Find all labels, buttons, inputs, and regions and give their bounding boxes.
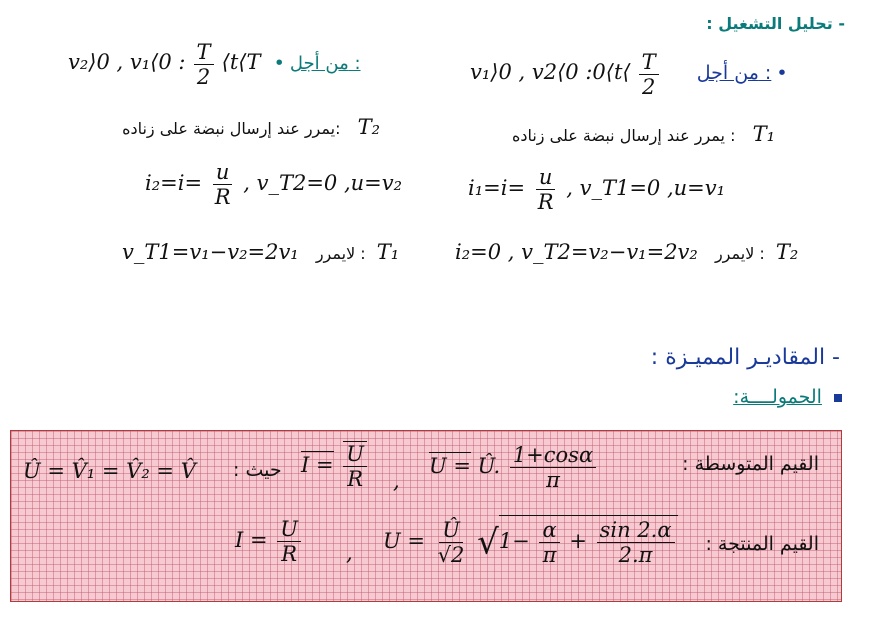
avg-label: القيم المتوسطة : xyxy=(682,453,819,475)
case2-cond-frac: $\frac{T}{2}$ xyxy=(194,40,214,89)
case2-cond-math-a: v₂⟩0 , v₁⟨0 : xyxy=(68,50,186,75)
avg-U-eq: U = Û. $\frac{1+\cos\alpha}{\pi}$ xyxy=(429,443,599,492)
case2-thyristor-on xyxy=(122,115,380,139)
case1-thyristor-off xyxy=(455,240,798,264)
bullet-icon: • xyxy=(273,52,285,75)
case2-condition xyxy=(68,40,361,95)
comma-separator: , xyxy=(393,469,400,493)
case1-off-math: i₂=0 , v_T2=v₂−v₁=2v₂ xyxy=(455,240,698,264)
case1-cond-label: من أجل : xyxy=(696,62,772,85)
load-label: الحمولــــة: xyxy=(733,386,822,408)
case2-cond-math-b: ⟨t⟨T xyxy=(221,50,261,75)
case1-cond-math: v₁⟩0 , v2⟨0 :0⟨t⟨ xyxy=(470,60,631,85)
case1-thyristor-on xyxy=(512,122,775,146)
formula-box xyxy=(10,430,842,602)
case1-off-name: T₂ xyxy=(775,240,799,264)
case2-thyristor-off xyxy=(122,240,399,264)
where-label: حيث : xyxy=(233,459,282,481)
case2-off-text: لايمرر : xyxy=(315,244,366,263)
case2-current-eq: i₂=i= $\frac{u}{R}$ , v_T2=0 ,u=v₂ xyxy=(145,160,403,210)
case2-thyristor-text: :يمرر عند إرسال نبضة على زناده xyxy=(122,119,341,138)
section-title-analysis: - تحليل التشغيل : xyxy=(706,14,845,33)
case1-condition xyxy=(470,50,788,105)
avg-I-eq: I = $\frac{U}{R}$ xyxy=(301,441,370,491)
rms-label: القيم المنتجة : xyxy=(705,533,819,555)
case2-cond-label: من أجل : xyxy=(289,53,361,75)
case1-thyristor-name: T₁ xyxy=(752,122,775,146)
case2-off-name: T₁ xyxy=(376,240,400,264)
case1-cond-frac: $\frac{T}{2}$ xyxy=(639,50,659,99)
bullet-icon: • xyxy=(776,62,788,85)
case1-current-eq: i₁=i= $\frac{u}{R}$ , v_T1=0 ,u=v₁ xyxy=(468,165,726,215)
section-title-quantities: - المقاديـر المميـزة : xyxy=(650,345,840,370)
rms-U-eq: U = $\frac{Û}{√2}$ √1− $\frac{\alpha}{\pi}$ + $\frac{\sin 2.\alpha}{2.\pi}$ xyxy=(383,515,678,567)
case2-thyristor-name: T₂ xyxy=(357,115,380,139)
square-bullet-icon xyxy=(834,394,842,402)
case1-off-text: لايمرر : xyxy=(714,244,765,263)
comma-separator-2: , xyxy=(346,541,353,565)
case1-thyristor-text: : يمرر عند إرسال نبضة على زناده xyxy=(511,126,736,145)
section-subtitle-load xyxy=(733,386,842,408)
peak-values-eq: Û = V̂₁ = V̂₂ = V̂ xyxy=(23,459,196,483)
rms-I-eq: I = $\frac{U}{R}$ xyxy=(235,517,304,566)
case2-off-math: v_T1=v₁−v₂=2v₁ xyxy=(122,240,299,264)
